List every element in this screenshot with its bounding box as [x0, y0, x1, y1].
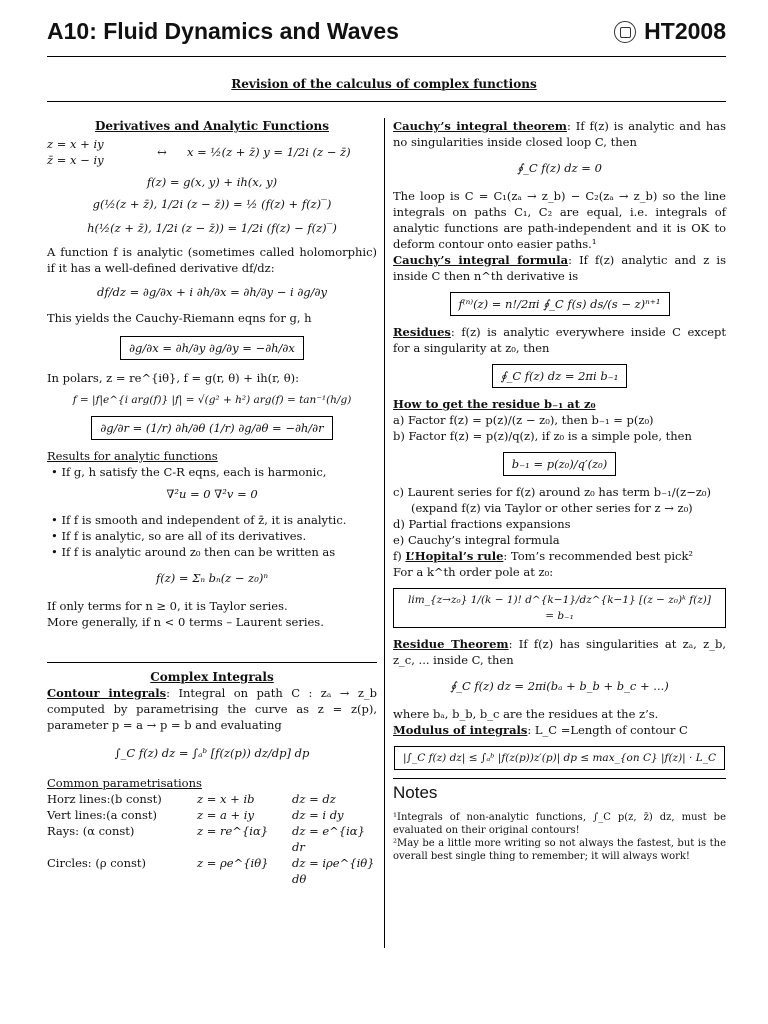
laurent-text: More generally, if n < 0 terms – Laurent series. [47, 615, 324, 629]
footnote-2: ²May be a little more writing so not always the fastest, but is the overall best single thing to remember; it will always work! [393, 838, 726, 862]
how-heading: How to get the residue b₋₁ at z₀ [393, 397, 596, 411]
loop-text: The loop is C = C₁(zₐ → z_b) − C₂(zₐ → z_b) so the line integrals on paths C₁, C₂ are equal, i.e. integrals of analytic functions are path-independent and it is OK to deform contour onto easier paths.¹ [393, 189, 726, 251]
eq-cauchy-riemann: ∂g/∂x = ∂h/∂y ∂g/∂y = −∂h/∂x [120, 336, 304, 360]
how-f: f) L’Hopital’s rule: Tom’s recommended best pick² [393, 549, 694, 563]
bullet-zbar: • If f is smooth and independent of z̄, it is analytic. [51, 513, 347, 527]
header-rule [47, 56, 726, 57]
how-b: b) Factor f(z) = p(z)/q(z), if z₀ is a simple pole, then [393, 429, 692, 443]
university-seal-icon [614, 21, 636, 43]
param-name: Circles: (ρ const) [47, 856, 147, 870]
param-name: Rays: (α const) [47, 824, 135, 838]
analytic-text: A function f is analytic (sometimes called holomorphic) if it has a well-defined derivative df/dz: [47, 245, 377, 275]
page-subtitle: Revision of the calculus of complex functions [231, 77, 537, 91]
rt-where: where bₐ, b_b, b_c are the residues at the z’s. [393, 707, 659, 721]
footnote-1: ¹Integrals of non-analytic functions, ∫_C p(z, z̄) dz, must be evaluated on their original contours! [393, 812, 726, 836]
results-heading: Results for analytic functions [47, 449, 218, 463]
right-column [393, 118, 726, 863]
how-a: a) Factor f(z) = p(z)/(z − z₀), then b₋₁ = p(z₀) [393, 413, 654, 427]
eq-zbar: z̄ = x − iy [47, 153, 104, 167]
how-d: d) Partial fractions expansions [393, 517, 571, 531]
param-z: z = ρe^{iθ} [197, 856, 269, 870]
column-divider [384, 118, 385, 948]
cit-text: Cauchy’s integral theorem: If f(z) is analytic and has no singularities inside closed loop C, then [393, 119, 727, 149]
contour-text: Contour integrals: Integral on path C : zₐ → z_b computed by parametrising the curve as z = z(p), parameter p = a → p = b and evaluating [47, 686, 377, 732]
eq-polar: f = |f|e^{i arg(f)} |f| = √(g² + h²) arg(f) = tan⁻¹(h/g) [72, 394, 352, 406]
param-z: z = x + ib [197, 792, 255, 806]
taylor-text: If only terms for n ≥ 0, it is Taylor series. [47, 599, 288, 613]
bullet-derivs: • If f is analytic, so are all of its derivatives. [51, 529, 307, 543]
param-heading: Common parametrisations [47, 776, 202, 790]
eq-contour: ∫_C f(z) dz = ∫ₐᵇ [f(z(p)) dz/dp] dp [114, 746, 310, 760]
notes-heading: Notes [393, 783, 438, 802]
mod-text: Modulus of integrals: L_C =Length of contour C [393, 723, 688, 737]
param-z: z = a + iy [197, 808, 254, 822]
eq-cr-polar: ∂g/∂r = (1/r) ∂h/∂θ (1/r) ∂g/∂θ = −∂h/∂r [91, 416, 332, 440]
derivatives-heading: Derivatives and Analytic Functions [95, 119, 329, 133]
param-dz: dz = iρe^{iθ} dθ [292, 856, 375, 886]
kth-text: For a k^th order pole at z₀: [393, 565, 554, 579]
cr-text: This yields the Cauchy-Riemann eqns for g, h [47, 311, 312, 325]
param-table [47, 791, 377, 887]
eq-g: g(½(z + z̄), 1/2i (z − z̄)) = ½ (f(z) + f(z)‾) [92, 197, 332, 211]
how-e: e) Cauchy’s integral formula [393, 533, 560, 547]
eq-cit: ∮_C f(z) dz = 0 [517, 161, 602, 175]
eq-z: z = x + iy [47, 137, 104, 151]
section-rule [47, 662, 377, 663]
how-c: c) Laurent series for f(z) around z₀ has term b₋₁/(z−z₀) [393, 485, 711, 499]
eq-f: f(z) = g(x, y) + ih(x, y) [146, 175, 278, 189]
bullet-harmonic: • If g, h satisfy the C-R eqns, each is harmonic, [51, 465, 327, 479]
eq-harmonic: ∇²u = 0 ∇²v = 0 [166, 487, 258, 501]
cif-text: Cauchy’s integral formula: If f(z) analytic and z is inside C then n^th derivative is [393, 253, 726, 283]
eq-series: f(z) = Σₙ bₙ(z − z₀)ⁿ [155, 571, 268, 585]
rt-text: Residue Theorem: If f(z) has singularities at zₐ, z_b, z_c, ... inside C, then [393, 637, 727, 667]
bullet-series: • If f is analytic around z₀ then can be written as [51, 545, 336, 559]
equivalence-arrow: ↔ [157, 145, 167, 159]
course-title: A10: Fluid Dynamics and Waves [47, 18, 399, 44]
param-z: z = re^{iα} [197, 824, 269, 838]
eq-xy: x = ½(z + z̄) y = 1/2i (z − z̄) [187, 145, 351, 159]
complex-integrals-heading: Complex Integrals [150, 670, 274, 684]
polar-text: In polars, z = re^{iθ}, f = g(r, θ) + ih(r, θ): [47, 371, 299, 385]
param-name: Horz lines:(b const) [47, 792, 162, 806]
residues-text: Residues: f(z) is analytic everywhere inside C except for a singularity at z₀, then [393, 325, 726, 355]
eq-simple-pole: b₋₁ = p(z₀)/q′(z₀) [503, 452, 616, 476]
param-dz: dz = e^{iα} dr [292, 824, 365, 854]
eq-modulus: |∫_C f(z) dz| ≤ ∫ₐᵇ |f(z(p))z′(p)| dp ≤ max_{on C} |f(z)| · L_C [394, 746, 725, 770]
notes-rule [393, 778, 726, 779]
how-c2: (expand f(z) via Taylor or other series for z → z₀) [411, 501, 693, 515]
z-defs [47, 136, 377, 168]
left-column [47, 118, 377, 887]
eq-cif: f⁽ⁿ⁾(z) = n!/2πi ∮_C f(s) ds/(s − z)ⁿ⁺¹ [450, 292, 670, 316]
eq-residue-theorem: ∮_C f(z) dz = 2πi(bₐ + b_b + b_c + ...) [450, 679, 669, 693]
eq-dfdz: df/dz = ∂g/∂x + i ∂h/∂x = ∂h/∂y − i ∂g/∂y [97, 285, 327, 299]
param-dz: dz = dz [292, 792, 336, 806]
subtitle-rule [47, 101, 726, 102]
term-label: HT2008 [644, 18, 726, 44]
eq-kth-pole: lim_{z→z₀} 1/(k − 1)! d^{k−1}/dz^{k−1} [(z − z₀)ᵏ f(z)] = b₋₁ [393, 588, 726, 628]
eq-h: h(½(z + z̄), 1/2i (z − z̄)) = 1/2i (f(z) − f(z)‾) [87, 221, 337, 235]
eq-residue: ∮_C f(z) dz = 2πi b₋₁ [492, 364, 628, 388]
header-right [614, 18, 726, 45]
param-name: Vert lines:(a const) [47, 808, 157, 822]
param-dz: dz = i dy [292, 808, 344, 822]
